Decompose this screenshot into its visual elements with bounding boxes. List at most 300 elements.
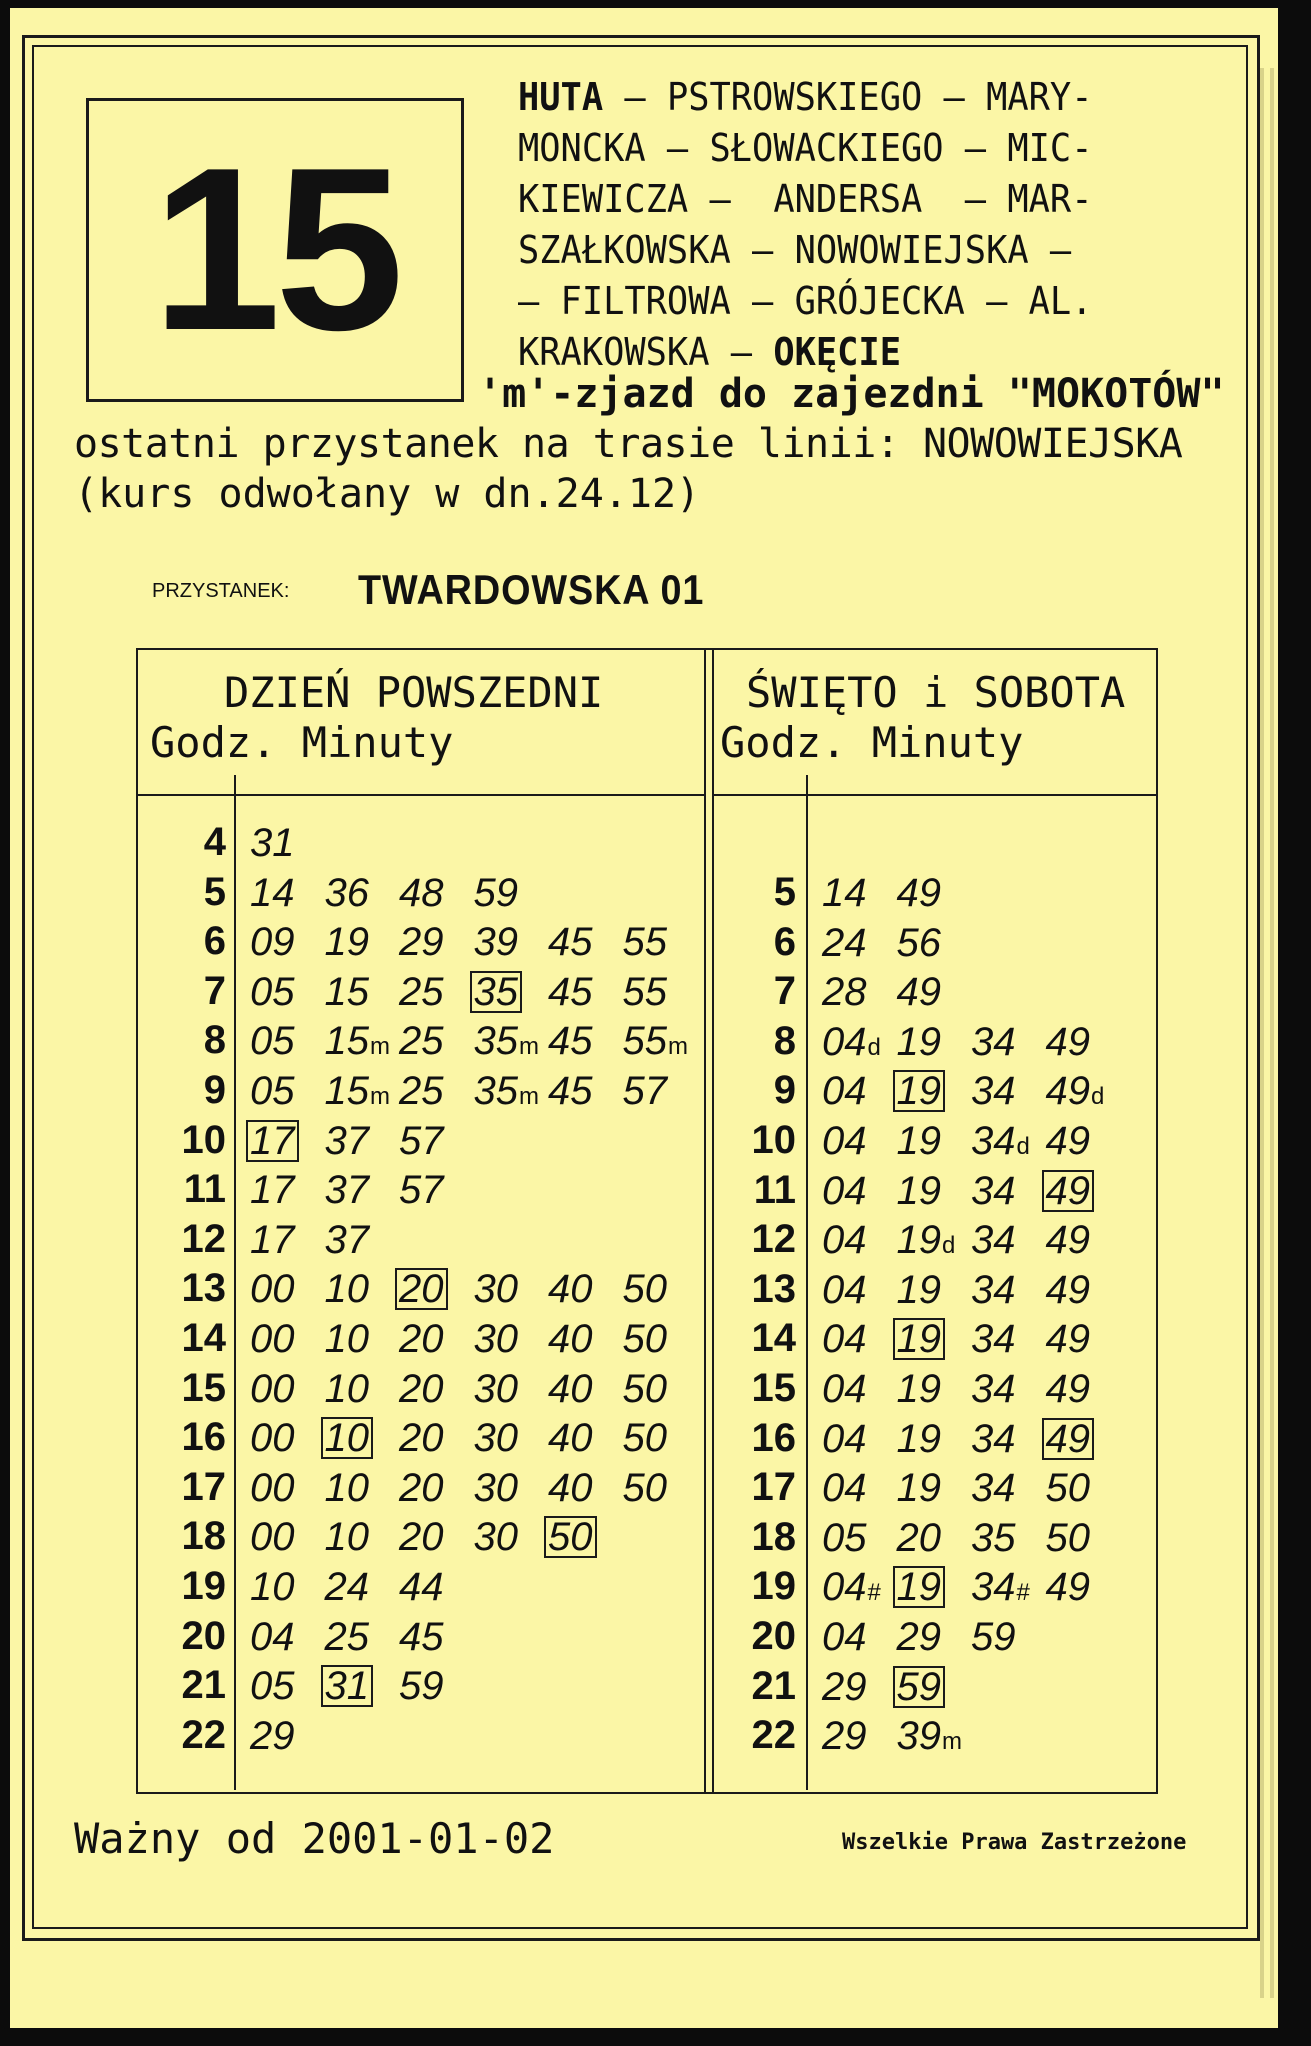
line-number: 15 [86,98,464,402]
minute-cell [1046,1318,1091,1360]
minute-cell [971,1418,1016,1460]
minute-cell-boxed [395,1268,448,1310]
minute-value: 19 [324,920,369,965]
minute-cell [399,1417,444,1459]
minute-cell [399,921,444,963]
hour-cell: 8 [203,1018,226,1063]
minute-cell [548,1417,593,1459]
cancelled-note: (kurs odwołany w dn.24.12) [74,471,701,517]
minute-cell [250,1368,295,1410]
minute-value: 10 [324,1416,369,1461]
minute-value: 15 [324,969,369,1014]
minute-cell [325,1368,370,1410]
minute-cell [474,1268,519,1310]
minute-value: 49 [1045,1168,1090,1213]
minute-cell [325,1219,370,1261]
minute-value: 19 [896,1119,941,1163]
depot-note: 'm'-zjazd do zajezdni "MOKOTÓW" [478,371,1225,417]
minute-cell [325,1616,370,1658]
minute-cell [399,1169,444,1211]
minute-value: 34 [971,1267,1016,1312]
minute-cell [325,1467,370,1509]
minute-cell [971,1219,1016,1261]
hour-cell: 16 [751,1415,796,1460]
minute-value: 57 [622,1069,667,1113]
minute-value: 34 [971,1466,1016,1511]
minute-value: 25 [324,1614,369,1659]
minute-cell [971,1021,1016,1063]
hour-cell: 10 [181,1117,226,1162]
minute-cell [250,1665,295,1707]
minute-value: 04 [822,1267,867,1312]
weekday-subtitle: Godz. Minuty [150,718,454,767]
minute-value: 04 [822,1168,867,1213]
minute-value: 50 [622,1465,667,1510]
minute-cell [325,971,370,1013]
hour-cell: 8 [773,1018,796,1063]
hour-cell: 18 [751,1514,796,1559]
minute-value: 50 [548,1515,593,1560]
minute-value: 40 [548,1267,593,1312]
hour-cell: 20 [751,1614,796,1658]
route-terminus: HUTA [518,75,604,119]
minute-cell [1046,1120,1091,1162]
minute-value: 00 [250,1366,295,1411]
hour-cell: 18 [181,1514,226,1559]
stop-name: TWARDOWSKA 01 [358,566,705,613]
minute-value: 29 [896,1615,941,1659]
minute-value: 00 [250,1515,295,1560]
minute-cell [822,1219,867,1261]
hour-cell: 11 [753,1167,796,1212]
route-line [518,123,1206,174]
hour-cell: 14 [751,1316,796,1361]
minute-cell [325,1120,370,1162]
minute-cell [897,922,942,964]
hour-cell: 19 [181,1564,226,1608]
hour-cell: 7 [203,968,226,1013]
minute-cell [623,1417,668,1459]
minute-value: 19 [896,1069,941,1114]
hour-cell: 11 [183,1167,226,1212]
hour-cell: 6 [773,919,796,964]
minute-cell [250,1516,295,1558]
minute-cell [548,1318,593,1360]
minute-value: 10 [324,1317,369,1361]
stop-label: PRZYSTANEK: [152,580,290,602]
hour-cell: 21 [181,1663,226,1708]
minute-cell [971,1566,1030,1614]
minute-value: 55 [622,1019,667,1064]
minute-value: 30 [473,1416,518,1461]
minute-cell [250,1070,295,1112]
minute-cell [971,1467,1016,1509]
minute-value: 09 [250,920,295,965]
minute-value: 40 [548,1416,593,1461]
minute-cell [548,1070,593,1112]
minute-cell [399,1516,444,1558]
minute-value: 39 [473,920,518,965]
minute-suffix: m [370,1083,390,1110]
minute-value: 10 [250,1565,295,1609]
minute-cell [474,1020,540,1068]
minute-value: 14 [250,870,295,915]
minute-value: 49 [1045,1218,1090,1263]
minute-value: 10 [324,1465,369,1510]
minute-cell-boxed [470,971,523,1013]
minute-cell [897,1021,942,1063]
minute-cell [548,1020,593,1062]
minute-cell [325,1516,370,1558]
minute-cell [897,1517,942,1559]
minute-value: 20 [896,1515,941,1560]
minute-cell [548,1268,593,1310]
minute-suffix: # [867,1579,881,1607]
minute-value: 25 [399,969,444,1014]
minute-value: 49 [1045,1565,1090,1610]
minute-cell [971,1120,1030,1168]
minute-value: 49 [1045,1367,1090,1411]
minute-value: 04 [250,1614,295,1659]
minute-value: 49 [1045,1416,1090,1461]
minute-value: 14 [822,871,867,915]
minute-cell [822,1715,867,1757]
minute-value: 17 [250,1118,295,1163]
sheet-edge [1270,68,1274,1998]
hour-cell: 6 [203,919,226,964]
minute-value: 19 [896,1416,941,1461]
minute-cell [822,1070,867,1112]
minute-cell [897,1219,956,1267]
minute-value: 59 [896,1664,941,1709]
minute-value: 19 [896,1317,941,1362]
route-line [518,276,1206,327]
minute-value: 59 [971,1615,1016,1659]
minute-cell [822,1517,867,1559]
minute-value: 34 [971,1565,1016,1610]
minute-value: 17 [250,1217,295,1262]
minute-value: 19 [896,1019,941,1064]
minute-suffix: m [519,1083,539,1110]
route-segment: SZAŁKOWSKA – NOWOWIEJSKA – [518,228,1072,272]
minute-value: 35 [473,969,518,1014]
minute-value: 34 [971,1367,1016,1411]
minute-cell [971,1368,1016,1410]
rights-notice: Wszelkie Prawa Zastrzeżone [842,1830,1187,1855]
hour-cell: 9 [203,1068,226,1112]
minute-cell [1046,1467,1091,1509]
hour-cell: 10 [751,1118,796,1162]
minute-value: 25 [399,1069,444,1113]
minute-value: 45 [548,969,593,1014]
minute-cell [897,1368,942,1410]
minute-cell [822,1269,867,1311]
minute-value: 59 [473,870,518,915]
minute-cell [1046,1219,1091,1261]
minute-value: 19 [896,1168,941,1213]
minute-cell [822,922,867,964]
minute-cell [822,1368,867,1410]
route-segment: KRAKOWSKA – [518,330,774,374]
hour-cell: 12 [751,1217,796,1262]
hour-cell: 19 [751,1564,796,1609]
minute-value: 19 [896,1367,941,1411]
minute-cell [897,1467,942,1509]
hour-cell: 17 [751,1465,796,1510]
minute-value: 00 [250,1416,295,1461]
minute-cell [399,1120,444,1162]
minute-value: 34 [971,1019,1016,1064]
minute-value: 20 [399,1515,444,1560]
route-description [518,72,1206,378]
minute-value: 50 [622,1267,667,1312]
minute-value: 34 [971,1416,1016,1461]
minute-value: 40 [548,1366,593,1411]
hour-cell: 21 [751,1663,796,1708]
minute-value: 20 [399,1267,444,1312]
minute-cell [548,971,593,1013]
minute-cell [250,971,295,1013]
minute-value: 05 [250,1664,295,1709]
minute-suffix: m [668,1033,688,1061]
hour-cell: 9 [773,1068,796,1113]
hour-cell: 12 [181,1216,226,1261]
minute-value: 50 [622,1317,667,1361]
hour-cell: 5 [203,869,226,914]
hour-cell: 14 [181,1316,226,1360]
minute-value: 49 [1045,1267,1090,1312]
minute-cell [399,1467,444,1509]
minute-cell [822,1467,867,1509]
minute-cell [399,1616,444,1658]
minute-value: 19 [896,1466,941,1511]
minute-cell [399,872,444,914]
minute-value: 56 [896,920,941,965]
minute-cell [474,1368,519,1410]
minute-cell [399,1318,444,1360]
hour-divider [234,775,236,1790]
minute-value: 40 [548,1465,593,1510]
minute-cell-boxed [1042,1418,1095,1460]
minute-cell-boxed [544,1516,597,1558]
minute-value: 44 [399,1565,444,1609]
minute-cell [250,872,295,914]
minute-value: 45 [548,920,593,965]
hour-cell: 22 [751,1713,796,1758]
minute-cell [325,921,370,963]
minute-cell [623,1318,668,1360]
minute-value: 15 [324,1019,369,1064]
minute-value: 29 [822,1664,867,1709]
minute-value: 31 [324,1664,369,1709]
minute-suffix: d [867,1033,881,1061]
minute-cell [325,872,370,914]
minute-cell-boxed [321,1665,374,1707]
minute-cell [971,1616,1016,1658]
minute-value: 19 [896,1565,941,1610]
minute-cell [1046,1070,1105,1118]
minute-value: 34 [971,1069,1016,1114]
minute-cell [250,1616,295,1658]
minute-value: 30 [473,1515,518,1560]
minute-value: 29 [399,920,444,965]
minute-cell [1046,1566,1091,1608]
minute-cell [623,1268,668,1310]
minute-cell-boxed [893,1566,946,1608]
minute-cell [548,921,593,963]
minute-value: 04 [822,1317,867,1362]
minute-value: 45 [548,1069,593,1113]
minute-cell [1046,1368,1091,1410]
minute-value: 28 [822,970,867,1015]
minute-value: 04 [822,1416,867,1461]
minute-value: 36 [324,870,369,915]
minute-cell [822,1566,881,1614]
minute-value: 05 [250,1019,295,1064]
minute-value: 04 [822,1218,867,1263]
minute-cell [250,1417,295,1459]
minute-value: 34 [971,1317,1016,1362]
minute-cell [897,1170,942,1212]
minute-value: 04 [822,1119,867,1163]
minute-cell [250,1715,295,1757]
minute-cell [250,1467,295,1509]
minute-value: 37 [324,1168,369,1213]
minute-cell [897,971,942,1013]
sheet-edge [1260,68,1264,1998]
minute-value: 29 [822,1714,867,1759]
minute-cell [474,1417,519,1459]
minute-value: 10 [324,1267,369,1312]
hour-divider [806,775,808,1790]
minute-cell [623,971,668,1013]
minute-value: 05 [250,969,295,1014]
minute-value: 00 [250,1267,295,1312]
minute-value: 55 [622,969,667,1014]
minute-value: 50 [622,1366,667,1411]
minute-value: 49 [896,970,941,1015]
minute-cell [325,1268,370,1310]
weekday-title: DZIEŃ POWSZEDNI [224,668,604,717]
minute-value: 49 [896,871,941,915]
route-terminus: OKĘCIE [773,330,902,374]
minute-value: 55 [622,920,667,965]
minute-value: 45 [399,1614,444,1659]
minute-cell [399,1368,444,1410]
minute-cell [548,1467,593,1509]
minute-cell [897,872,942,914]
route-line [518,225,1206,276]
minute-value: 37 [324,1118,369,1163]
minute-value: 30 [473,1366,518,1411]
minute-value: 20 [399,1465,444,1510]
minute-cell [822,971,867,1013]
minute-cell [325,1020,391,1068]
minute-cell-boxed [893,1070,946,1112]
minute-value: 15 [324,1069,369,1113]
minute-suffix: d [1016,1133,1030,1160]
minute-value: 24 [324,1565,369,1609]
minute-cell [250,1268,295,1310]
minute-cell-boxed [893,1318,946,1360]
minute-cell [1046,1021,1091,1063]
minute-value: 50 [1045,1515,1090,1560]
minute-suffix: d [1091,1083,1105,1111]
minute-value: 29 [250,1713,295,1758]
minute-suffix: m [370,1033,390,1061]
minute-cell [474,1070,540,1118]
minute-cell-boxed [246,1120,299,1162]
minute-cell-boxed [1042,1170,1095,1212]
minute-cell [971,1269,1016,1311]
minute-value: 45 [548,1019,593,1064]
minute-cell [250,921,295,963]
minute-cell [822,1666,867,1708]
minute-value: 04 [822,1615,867,1659]
minute-cell [250,1318,295,1360]
minute-value: 24 [822,920,867,965]
minute-cell [897,1715,963,1763]
minute-cell [399,1070,444,1112]
minute-value: 57 [399,1168,444,1213]
hour-cell: 16 [181,1415,226,1460]
minute-cell [971,1318,1016,1360]
minute-value: 20 [399,1366,444,1411]
minute-value: 49 [1045,1019,1090,1064]
holiday-subtitle: Godz. Minuty [720,718,1024,767]
hour-cell: 17 [181,1464,226,1509]
minute-value: 10 [324,1515,369,1560]
minute-value: 04 [822,1565,867,1610]
hour-cell: 13 [751,1266,796,1311]
minute-value: 25 [399,1019,444,1064]
minute-cell [250,1219,295,1261]
minute-value: 04 [822,1367,867,1411]
minute-value: 35 [473,1019,518,1064]
minute-cell [897,1120,942,1162]
hour-cell: 15 [751,1366,796,1410]
minute-value: 34 [971,1218,1016,1263]
minute-cell [822,872,867,914]
minute-cell [623,1467,668,1509]
minute-cell [325,1070,391,1118]
minute-cell [474,872,519,914]
minute-cell [325,1318,370,1360]
holiday-title: ŚWIĘTO i SOBOTA [746,668,1126,717]
minute-value: 50 [1045,1466,1090,1511]
minute-value: 30 [473,1267,518,1312]
minute-cell [399,1566,444,1608]
minute-cell [822,1418,867,1460]
route-line [518,72,1206,123]
minute-cell [1046,1517,1091,1559]
route-segment: MONCKA – SŁOWACKIEGO – MIC- [518,126,1093,170]
minute-cell [623,1020,689,1068]
hour-cell: 22 [181,1712,226,1757]
minute-value: 19 [896,1218,941,1263]
hour-cell: 7 [773,969,796,1014]
minute-value: 05 [822,1515,867,1560]
minute-suffix: # [1016,1579,1030,1607]
minute-cell [474,921,519,963]
minute-value: 19 [896,1267,941,1312]
minute-cell [325,1566,370,1608]
minute-value: 04 [822,1069,867,1114]
hour-cell: 5 [773,870,796,914]
minute-cell [399,971,444,1013]
minute-value: 49 [1045,1069,1090,1114]
minute-value: 49 [1045,1119,1090,1163]
